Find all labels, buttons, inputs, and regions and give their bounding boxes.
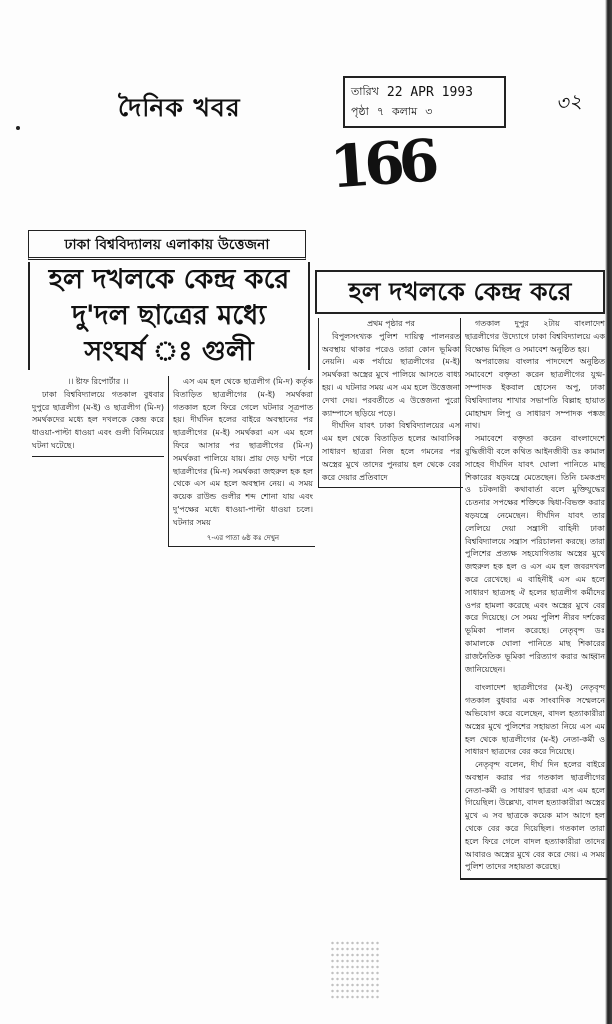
column-label: কলাম — [391, 104, 418, 118]
continuation-note: ৭-এর পাতা ৬ষ্ঠ কঃ দেখুন — [206, 533, 280, 542]
newspaper-masthead: দৈনিক খবর — [118, 93, 241, 122]
handwritten-number: 166 — [327, 126, 436, 202]
headline-line: দু'দল ছাত্রের মধ্যে — [71, 300, 267, 331]
article2-column-1 — [318, 318, 463, 488]
article1-column-1 — [32, 376, 164, 457]
paragraph: সমাবেশে বক্তৃতা করেন বাংলাদেশে বুদ্ধিজীবী বলে কথিত আইনজীবী ডঃ কামাল সাহেব দীর্ঘদিন যাবৎ ঘোলা পানিতে মাছ শিকারের ষড়যন্ত্রে মেতেছেন। তিনি চমকপ্রদ ও চটকদারী কথাবার্তা বলে মুক্তিযুদ্ধের চেতনার সপক্ষের শক্তিকে দ্বিধা-বিভক্ত করার ষড়যন্ত্রে নেমেছেন। দীর্ঘদিন যাবৎ তার লেলিয়ে দেয়া সন্ত্রাসী বাহিনী ঢাকা বিশ্ববিদ্যালয়ে সন্ত্রাস পরিচালনা করছে। তারা পুলিশের প্রত্যক্ষ সহযোগিতায় অস্ত্রের মুখে জহুরুল হক হল ও এস এম হল জবরদখল করে রেখেছে। এ বাহিনীই এস এম হলে সাধারণ ছাত্রসহ ঐ হলের ছাত্রলীগ কর্মীদের ওপর হামলা করেছে এবং অস্ত্রের মুখে বের করে দিয়েছে। সে সময় পুলিশ নীরব দর্শকের ভূমিকা পালন করেছে। নেতৃবৃন্দ ডঃ কামালকে ঘোলা পানিতে মাছ শিকারের রাজনৈতিক ভূমিকা পরিত্যাগ করার আহ্বান জানিয়েছেন। — [465, 434, 605, 674]
article2-column-2 — [460, 318, 608, 880]
page-value: ৭ — [376, 104, 384, 118]
headline-line: সংঘর্ষ ঃ গুলী — [84, 336, 254, 367]
date-label: তারিখ — [351, 84, 379, 98]
paragraph: নেতৃবৃন্দ বলেন, দীর্ঘ দিন হলের বাইরে অবস্থান করার পর গতকাল ছাত্রলীগের নেতা-কর্মী ও সাধারণ ছাত্ররা এস এম হলে গিয়েছিল। উল্লেখ্য, বাদল হত্যাকারীরা অস্ত্রের মুখে এ সব ছাত্রকে কয়েক মাস আগে হল থেকে বের করে দিয়েছিল। গতকাল তারা হলে ফিরে গেলে বাদল হত্যাকারীরা তাদের আবারও অস্ত্রের মুখে বের করে দেয়। এ সময় পুলিশ তাদের সহায়তা করেছে। — [465, 760, 605, 872]
paragraph: গতকাল দুপুর ২টায় বাংলাদেশ ছাত্রলীগের উদ্যোগে ঢাকা বিশ্ববিদ্যালয়ে এক বিক্ষোভ মিছিল ও সমাবেশ অনুষ্ঠিত হয়। — [465, 319, 605, 354]
article1-headline — [28, 262, 310, 370]
paragraph: এস এম হল থেকে ছাত্রলীগ (মি-দ) কর্তৃক বিতাড়িত ছাত্রলীগের (ম-ই) সমর্থকরা গতকাল হলে ফিরে গেলে ঘটনার সূত্রপাত হয়। দীর্ঘদিন হলের বাইরে অবস্থানের পর ছাত্রলীগের (ম-ই) সমর্থকরা এস এম হলে ফিরে আসার পর ছাত্রলীগের (মি-দ) সমর্থকরা পালিয়ে যায়। প্রায় দেড় ঘণ্টা পরে ছাত্রলীগের (মি-দ) সমর্থকরা জহুরুল হক হল থেকে এস এম হলে অবস্থান নেয়। এ সময় কয়েক রাউন্ড গুলীর শব্দ শোনা যায় এবং দু'পক্ষের মধ্যে ধাওয়া-পাল্টা ধাওয়া চলে। ঘটনার সময় — [173, 377, 313, 527]
scan-noise — [330, 940, 380, 1000]
article1-kicker: ঢাকা বিশ্ববিদ্যালয় এলাকায় উত্তেজনা — [28, 230, 306, 260]
date-stamp — [343, 76, 506, 128]
article1-column-2 — [168, 376, 315, 547]
paragraph: অপরাজেয় বাংলার পাদদেশে অনুষ্ঠিত সমাবেশে বক্তৃতা করেন ছাত্রলীগের যুগ্ম-সম্পাদক ইকবাল হোসেন অপু, ঢাকা বিশ্ববিদ্যালয় শাখার সভাপতি বিল্লাহ হায়াত মোহাম্মদ লিপু ও সাধারণ সম্পাদক পঙ্কজ নাথ। — [465, 357, 605, 431]
byline: ।। ষ্টাফ রিপোর্টার ।। — [67, 377, 129, 386]
column-value: ৩ — [425, 104, 433, 118]
paragraph: দীর্ঘদিন যাবৎ ঢাকা বিশ্ববিদ্যালয়ের এস এম হল থেকে বিতাড়িত হলের আবাসিক সাধারণ ছাত্ররা নিজ হলে গমনের পর অস্ত্রের মুখে তাদের পুনরায় হল থেকে বের করে দেয়ার প্রতিবাদে — [322, 421, 460, 482]
headline-line: হল দখলকে কেন্দ্র করে — [48, 264, 290, 295]
handwritten-note: ৩২ — [554, 88, 584, 116]
paragraph: বাংলাদেশ ছাত্রলীগের (ম-ই) নেতৃবৃন্দ গতকাল বুধবার এক সাংবাদিক সম্মেলনে অভিযোগ করে বলেছেন, বাদল হত্যাকারীরা অস্ত্রের মুখে পুলিশের সহায়তা নিয়ে এস এম হল থেকে ছাত্রলীগের (ম-ই) নেতা-কর্মী ও সাধারণ ছাত্রদের বের করে দিয়েছে। — [465, 683, 605, 757]
paragraph: ঢাকা বিশ্ববিদ্যালয়ে গতকাল বুধবার দুপুরে ছাত্রলীগ (ম-ই) ও ছাত্রলীগ (মি-দ) সমর্থকদের মধ্যে হল দখলকে কেন্দ্র করে ধাওয়া-পাল্টা ধাওয়া এবং গুলী বিনিময়ের ঘটনা ঘটেছে। — [32, 389, 164, 450]
scan-speck — [16, 126, 20, 130]
paragraph: বিপুলসংখ্যক পুলিশ দায়িত্ব পালনরত অবস্থায় থাকার পরেও তারা কোন ভূমিকা নেয়নি। এক পর্যায়ে ছাত্রলীগের (ম-ই) সমর্থকরা অস্ত্রের মুখে পালিয়ে আসতে বাধ্য হয়। এ ঘটনার সময় এস এম হলে উত্তেজনা দেখা দেয়। পরবর্তীতে এ উত্তেজনা পুরো ক্যাম্পাসে ছড়িয়ে পড়ে। — [322, 331, 460, 418]
date-value: 22 APR 1993 — [386, 84, 473, 100]
page-label: পৃষ্ঠা — [351, 104, 369, 118]
article2-headline: হল দখলকে কেন্দ্র করে — [315, 270, 605, 314]
continued-from: প্রথম পৃষ্ঠার পর — [367, 319, 415, 328]
